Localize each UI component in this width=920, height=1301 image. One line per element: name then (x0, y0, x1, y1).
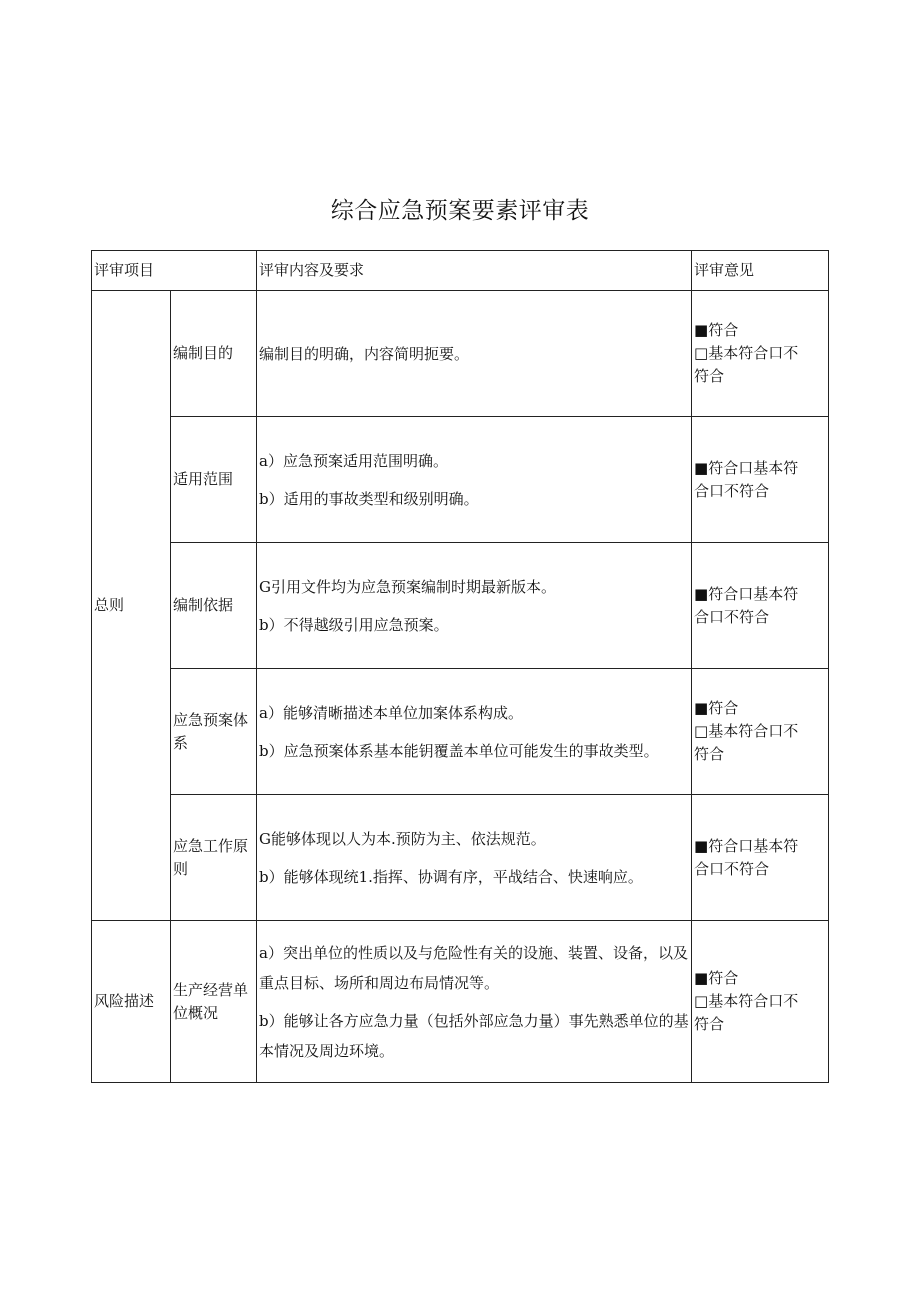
sub-item: 应急工作原则 (171, 795, 257, 921)
page-title: 综合应急预案要素评审表 (330, 198, 590, 224)
opinion-line: ■符合 (694, 969, 739, 987)
requirement-line: b）能够让各方应急力量（包括外部应急力量）事先熟悉单位的基本情况及周边环境。 (259, 1011, 689, 1060)
section-name: 风险描述 (92, 921, 171, 1083)
sub-item: 适用范围 (171, 417, 257, 543)
header-row (92, 251, 829, 291)
requirement-cell (257, 291, 692, 417)
requirement-cell (257, 921, 692, 1083)
opinion-line: ■符合 (694, 699, 739, 717)
opinion-line: 符合 (694, 367, 725, 385)
opinion-line: 合口不符合 (694, 607, 770, 626)
header-opinion: 评审意见 (692, 251, 829, 291)
opinion-line: ■符合 (694, 321, 739, 339)
header-content: 评审内容及要求 (257, 251, 692, 291)
requirement-line: a）应急预案适用范围明确。 (259, 451, 448, 470)
requirement-line: a）突出单位的性质以及与危险性有关的设施、装置、设备，以及重点目标、场所和周边布局情况等。 (259, 943, 688, 992)
requirement-cell (257, 543, 692, 669)
opinion-line: ■符合口基本符 (694, 458, 799, 477)
requirement-line: b）应急预案体系基本能钥覆盖本单位可能发生的事故类型。 (259, 741, 659, 760)
opinion-cell (692, 417, 829, 543)
sub-item: 编制依据 (171, 543, 257, 669)
sub-item: 生产经营单位概况 (171, 921, 257, 1083)
opinion-line: 符合 (694, 745, 725, 763)
requirement-line: G引用文件均为应急预案编制时期最新版本。 (259, 577, 557, 596)
sub-item: 编制目的 (171, 291, 257, 417)
opinion-cell (692, 291, 829, 417)
table-row (92, 795, 829, 921)
requirement-cell (257, 795, 692, 921)
requirement-line: G能够体现以人为本.预防为主、依法规范。 (259, 829, 546, 848)
opinion-line: 合口不符合 (694, 859, 770, 878)
opinion-cell (692, 669, 829, 795)
table-row (92, 417, 829, 543)
table-row (92, 669, 829, 795)
requirement-cell (257, 417, 692, 543)
opinion-line: ■符合口基本符 (694, 836, 799, 855)
opinion-line: ■符合口基本符 (694, 584, 799, 603)
requirement-line: b）不得越级引用应急预案。 (259, 615, 449, 634)
opinion-cell (692, 921, 829, 1083)
table-row (92, 291, 829, 417)
header-item: 评审项目 (92, 251, 257, 291)
requirement-line: b）能够体现统1.指挥、协调有序，平战结合、快速响应。 (259, 867, 643, 886)
review-table (91, 250, 829, 1083)
section-name: 总则 (92, 291, 171, 921)
table-row (92, 543, 829, 669)
opinion-line: □基本符合口不 (694, 992, 799, 1010)
opinion-cell (692, 543, 829, 669)
requirement-line: 编制目的明确，内容简明扼要。 (259, 344, 470, 363)
table-row (92, 921, 829, 1083)
requirement-line: a）能够清晰描述本单位加案体系构成。 (259, 703, 523, 722)
requirement-cell (257, 669, 692, 795)
requirement-line: b）适用的事故类型和级别明确。 (259, 489, 479, 508)
opinion-line: 符合 (694, 1015, 725, 1033)
opinion-line: □基本符合口不 (694, 344, 799, 362)
sub-item: 应急预案体系 (171, 669, 257, 795)
opinion-line: □基本符合口不 (694, 722, 799, 740)
opinion-cell (692, 795, 829, 921)
opinion-line: 合口不符合 (694, 481, 770, 500)
